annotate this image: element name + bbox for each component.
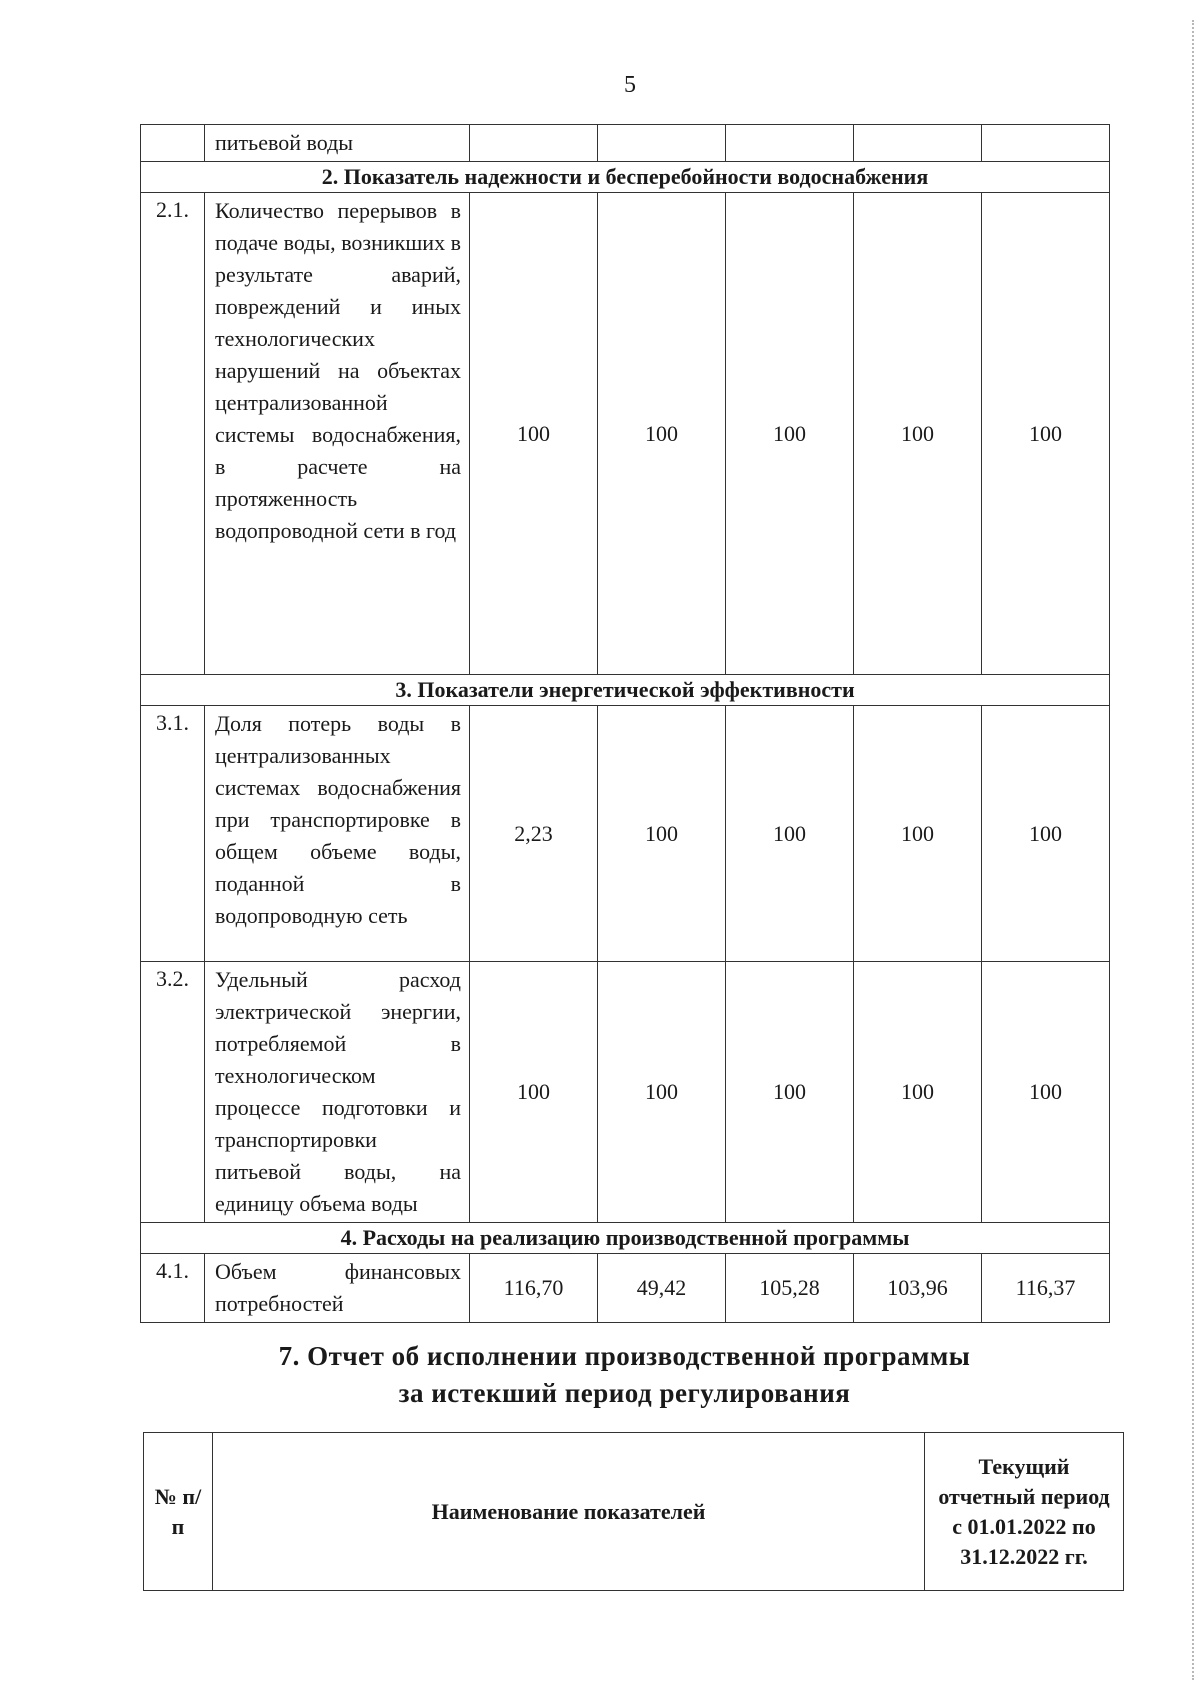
value-cell: 100: [598, 706, 726, 962]
value-cell: 103,96: [854, 1254, 982, 1323]
value-cell: 116,70: [470, 1254, 598, 1323]
value-cell: 100: [598, 962, 726, 1223]
indicators-table: [140, 124, 1110, 1323]
value-cell: 100: [982, 962, 1110, 1223]
row-number: 4.1.: [141, 1254, 205, 1323]
title-line: 7. Отчет об исполнении производственной программы: [278, 1341, 971, 1371]
value-cell: 100: [726, 962, 854, 1223]
value-cell: 100: [982, 193, 1110, 675]
header-period: Текущий отчетный период с 01.01.2022 по 31.12.2022 гг.: [925, 1433, 1124, 1591]
table-row: [141, 1254, 1110, 1323]
value-cell: 100: [982, 706, 1110, 962]
section-title: 3. Показатели энергетической эффективности: [141, 675, 1110, 706]
title-line: за истекший период регулирования: [398, 1378, 851, 1408]
value-cell: 100: [854, 193, 982, 675]
value-cell: [982, 125, 1110, 162]
indicator-name: Доля потерь воды в централизованных системах водоснабжения при транспортировке в общем объеме воды, поданной в водопроводную сеть: [205, 706, 470, 962]
row-number: 3.2.: [141, 962, 205, 1223]
scan-edge-marks: [1189, 20, 1194, 1680]
section-title: 2. Показатель надежности и бесперебойности водоснабжения: [141, 162, 1110, 193]
header-indicator-name: Наименование показателей: [213, 1433, 925, 1591]
row-number: [141, 125, 205, 162]
section-header-row: [141, 162, 1110, 193]
section-header-row: [141, 675, 1110, 706]
section-7-title: [140, 1338, 1109, 1412]
table-row: [141, 125, 1110, 162]
indicator-name: Объем финансовых потребностей: [205, 1254, 470, 1323]
value-cell: 105,28: [726, 1254, 854, 1323]
report-table: [143, 1432, 1124, 1591]
value-cell: 2,23: [470, 706, 598, 962]
value-cell: [598, 125, 726, 162]
section-header-row: [141, 1223, 1110, 1254]
table-row: [141, 193, 1110, 675]
row-number: 2.1.: [141, 193, 205, 675]
table-row: [141, 706, 1110, 962]
value-cell: [726, 125, 854, 162]
value-cell: [470, 125, 598, 162]
table-row: [141, 962, 1110, 1223]
value-cell: 100: [854, 962, 982, 1223]
indicator-name: Удельный расход электрической энергии, потребляемой в технологическом процессе подготовки и транспортировки питьевой воды, на единицу объема воды: [205, 962, 470, 1223]
page-number: 5: [624, 72, 636, 98]
header-number: № п/п: [144, 1433, 213, 1591]
value-cell: [854, 125, 982, 162]
value-cell: 100: [854, 706, 982, 962]
value-cell: 116,37: [982, 1254, 1110, 1323]
value-cell: 100: [470, 962, 598, 1223]
table-header-row: [144, 1433, 1124, 1591]
value-cell: 100: [598, 193, 726, 675]
indicator-name: питьевой воды: [205, 125, 470, 162]
value-cell: 100: [470, 193, 598, 675]
value-cell: 100: [726, 193, 854, 675]
row-number: 3.1.: [141, 706, 205, 962]
value-cell: 100: [726, 706, 854, 962]
section-title: 4. Расходы на реализацию производственной программы: [141, 1223, 1110, 1254]
indicator-name: Количество перерывов в подаче воды, возникших в результате аварий, повреждений и иных технологических нарушений на объектах централизованной системы водоснабжения, в расчете на протяженность водопроводной сети в год: [205, 193, 470, 675]
value-cell: 49,42: [598, 1254, 726, 1323]
